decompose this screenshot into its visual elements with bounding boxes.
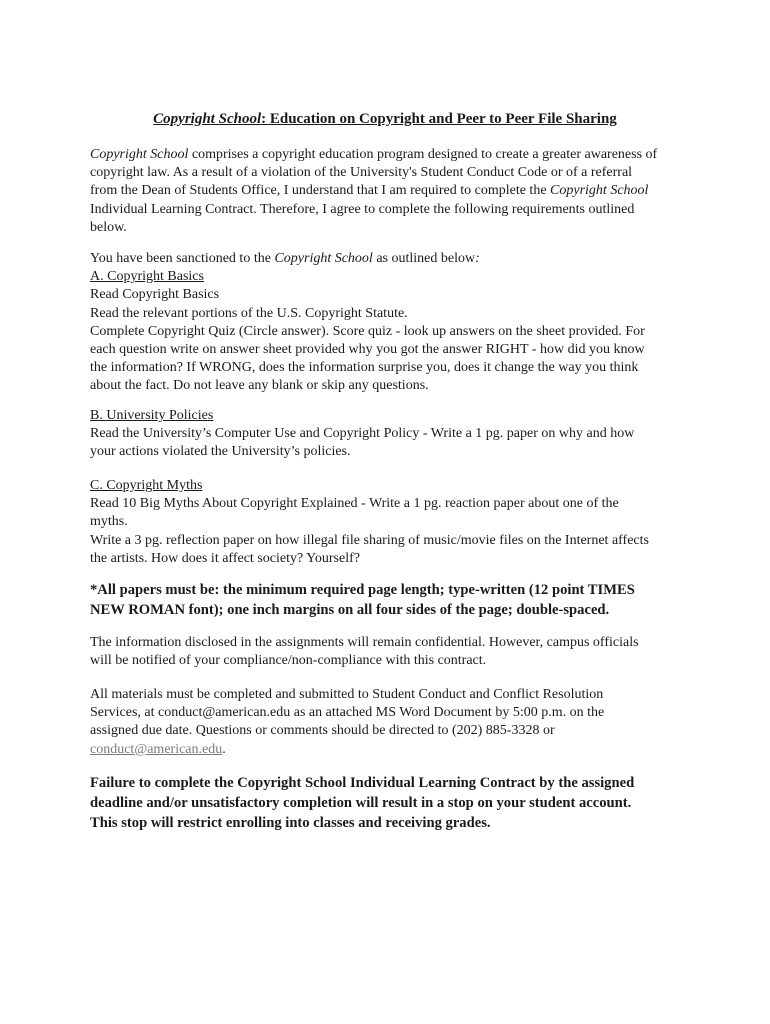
intro-line [90,146,680,164]
confidentiality-paragraph [90,634,680,670]
section-b-line: your actions violated the University’s policies. [90,444,351,460]
section-c-line: Write a 3 pg. reflection paper on how illegal file sharing of music/movie files on the Internet affects [90,532,649,548]
confidential-line: The information disclosed in the assignments will remain confidential. However, campus officials [90,635,639,650]
title-rest: : Education on Copyright and Peer to Peer File Sharing [261,111,617,127]
failure-line: This stop will restrict enrolling into classes and receiving grades. [90,815,491,831]
confidential-line: will be notified of your compliance/non-compliance with this contract. [90,653,487,669]
section-a-line: Complete Copyright Quiz (Circle answer). Score quiz - look up answers on the sheet provided. For [90,323,645,339]
document-title [90,109,680,129]
section-a-line: the information? If WRONG, does the information surprise you, does it change the way you think [90,360,639,376]
submission-paragraph [90,686,680,759]
requirements-line: *All papers must be: the minimum required page length; type-written (12 point TIMES [90,582,635,598]
conduct-email-link[interactable]: conduct@american.edu [90,741,223,757]
sanction-line [90,250,680,268]
section-c-line: the artists. How does it affect society? Yourself? [90,550,360,566]
failure-warning [90,773,680,833]
failure-line: Failure to complete the Copyright School Individual Learning Contract by the assigned [90,775,635,791]
intro-line: copyright law. As a result of a violation of the University's Student Conduct Code or of a referral [90,165,633,181]
section-a-heading: A. Copyright Basics [90,269,204,285]
sanction-paragraph [90,250,680,396]
submission-line: All materials must be completed and submitted to Student Conduct and Conflict Resolution [90,687,604,702]
submission-line [90,741,680,759]
section-b [90,407,680,462]
intro-text: comprises a copyright education program designed to create a greater awareness of [188,147,658,162]
failure-line: deadline and/or unsatisfactory completion will result in a stop on your student account. [90,795,632,811]
requirements-line: NEW ROMAN font); one inch margins on all four sides of the page; double-spaced. [90,602,610,618]
intro-line: Individual Learning Contract. Therefore, I agree to complete the following requirements outlined [90,201,635,217]
section-a-line: Read Copyright Basics [90,287,220,303]
intro-italic: Copyright School [550,183,649,199]
intro-line: below. [90,219,127,235]
section-b-line: Read the University’s Computer Use and Copyright Policy - Write a 1 pg. paper on why and how [90,426,635,442]
submission-line: Services, at conduct@american.edu as an attached MS Word Document by 5:00 p.m. on the [90,705,605,721]
intro-italic: Copyright School [90,147,189,162]
section-b-heading: B. University Policies [90,408,214,423]
submission-line: assigned due date. Questions or comments should be directed to (202) 885-3328 or [90,723,555,739]
paper-requirements [90,580,680,620]
section-c [90,477,680,568]
submission-end: . [222,741,226,757]
section-a-line: each question write on answer sheet provided why you got the answer RIGHT - how did you know [90,342,645,358]
sanction-italic: Copyright School [274,251,373,266]
sanction-text: You have been sanctioned to the [90,251,275,266]
intro-text: from the Dean of Students Office, I understand that I am required to complete the [90,183,551,199]
intro-line [90,182,680,200]
section-c-heading: C. Copyright Myths [90,478,203,493]
sanction-colon: : [475,251,480,266]
sanction-text: as outlined below [372,251,476,266]
section-c-line: myths. [90,514,128,530]
section-c-line: Read 10 Big Myths About Copyright Explained - Write a 1 pg. reaction paper about one of the [90,496,619,512]
intro-paragraph [90,146,680,237]
section-a-line: Read the relevant portions of the U.S. Copyright Statute. [90,305,408,321]
section-a-line: about the fact. Do not leave any blank or skip any questions. [90,378,429,394]
title-italic: Copyright School [153,111,262,127]
